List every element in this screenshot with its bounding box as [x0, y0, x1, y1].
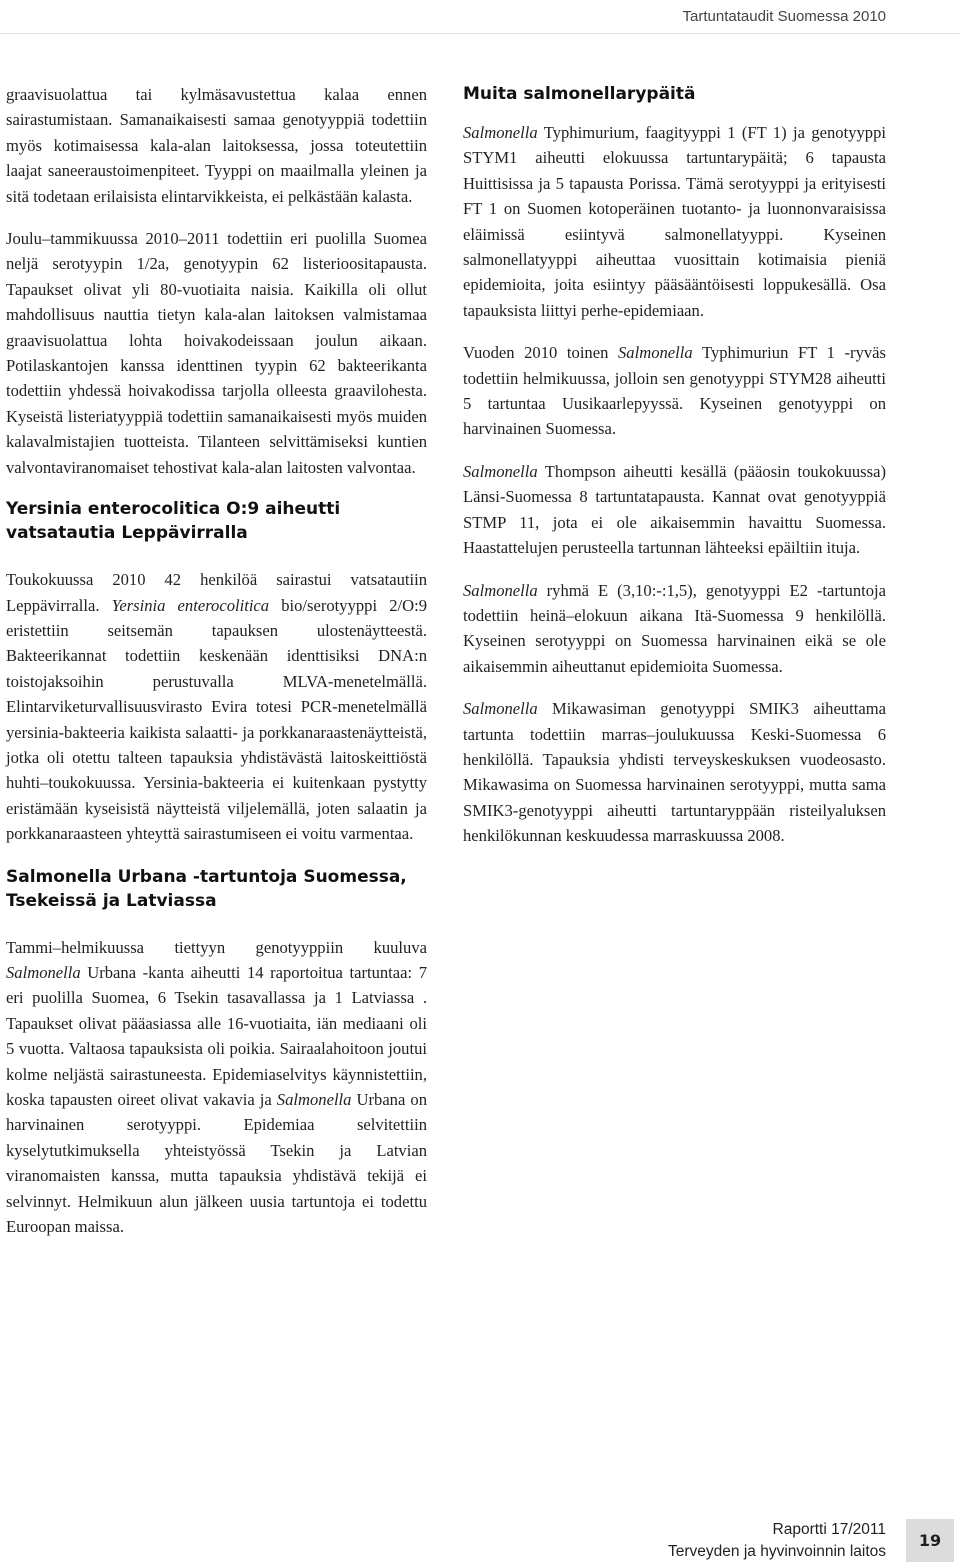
heading-salmonella-urbana [6, 865, 427, 913]
paragraph-typhimurium-ft1 [463, 120, 886, 323]
running-header-title: Tartuntataudit Suomessa 2010 [682, 8, 886, 25]
paragraph-yersinia [6, 567, 427, 846]
text-run: Urbana -kanta aiheutti 14 raportoitua tartuntaa: 7 eri puolilla Suomea, 6 Tsekin tasavallassa ja 1 Latviassa . Tapaukset olivat pääasiassa alle 16-vuotiaita, iän mediaani oli 5 vuotta. Valtaosa tapauksista oli poikia. Sairaalahoitoon joutui kolme neljästä sairastuneesta. Epidemiaselvitys käynnistettiin, koska tapausten oireet olivat vakavia ja [6, 962, 427, 1109]
species-name: Yersinia enterocolitica [111, 595, 270, 615]
heading-other-salmonella-clusters: Muita salmonellarypäitä [463, 84, 696, 104]
left-column [6, 82, 427, 1256]
heading-yersinia-line2: vatsatautia Leppävirralla [6, 523, 248, 544]
species-name: Salmonella [6, 962, 81, 982]
page-header [0, 0, 960, 34]
page-number-badge: 19 [906, 1519, 954, 1562]
species-name: Salmonella [276, 1090, 352, 1109]
heading-urbana-line1: Salmonella Urbana -tartuntoja Suomessa, [6, 866, 407, 887]
paragraph-group-e [463, 578, 886, 680]
text-run: Mikawasiman genotyyppi SMIK3 aiheuttama tartunta todettiin marras–joulukuussa Keski-Suomessa 6 henkilöllä. Tapauksia yhdisti terveyskeskuksen vuodeosasto. Mikawasima on Suomessa harvinainen serotyyppi, mutta sama SMIK3-genotyyppi aiheutti tartuntaryppään risteilyaluksen henkilökunnan keskuudessa marraskuussa 2008. [463, 699, 886, 846]
text-run: Urbana on harvinainen serotyyppi. Epidemiaa selvitettiin kyselytutkimuksella yhteistyössä Tsekin ja Latvian viranomaisten kanssa, mutta tapauksia yhdistävä tekijä ei selvinnyt. Helmikuun alun jälkeen uusia tartuntoja ei todettu Euroopan maissa. [6, 1090, 427, 1237]
page-footer [668, 1519, 886, 1563]
text-run: Vuoden 2010 toinen [463, 343, 618, 363]
right-column [463, 82, 886, 866]
heading-yersinia [6, 497, 427, 545]
text-run: Thompson aiheutti kesällä (pääosin toukokuussa) Länsi-Suomessa 8 tartuntatapausta. Kannat ovat genotyyppiä STMP 11, jota ei ole aikaisemmin havaittu Suomessa. Haastattelujen perusteella tartunnan lähteeksi epäiltiin ituja. [463, 461, 886, 558]
paragraph-mikawasima [463, 696, 886, 848]
text-run: Tammi–helmikuussa tiettyyn genotyyppiin kuuluva [6, 937, 427, 957]
paragraph-typhimurium-stym28 [463, 340, 886, 442]
text-run: Typhimuriun FT 1 -ryväs todettiin helmikuussa, jolloin sen genotyyppi STYM28 aiheutti 5 tartuntaa Uusikaarlepyyssä. Kyseinen genotyyppi on harvinainen Suomessa. [463, 343, 886, 439]
species-name: Salmonella [463, 461, 538, 481]
text-run: Toukokuussa 2010 42 henkilöä sairastui vatsatautiin Leppävirralla. [6, 570, 427, 615]
text-run: Typhimurium, faagityyppi 1 (FT 1) ja genotyyppi STYM1 aiheutti elokuussa tartuntarypäitä; 6 tapausta Huittisissa ja 5 tapausta Porissa. Tämä serotyyppi ja erityisesti FT 1 on Suomen kotoperäinen tuotanto- ja luonnonvaraisissa eläimissä esiintyvä salmonellatyyppi. Kyseinen salmonellatyyppi aiheuttaa vuosittain kotimaisia pieniä epidemioita, joita esiintyy pääsääntöisesti loppukesällä. Osa tapauksista liittyi perhe-epidemiaan. [463, 123, 886, 320]
species-name: Salmonella [463, 123, 538, 142]
heading-urbana-line2: Tsekeissä ja Latviassa [6, 890, 217, 911]
text-run: bio/serotyyppi 2/O:9 eristettiin seitsemän tapauksen ulostenäytteestä. Bakteerikannat todettiin keskenään identtisiksi DNA:n toistojaksoihin perustuvalla MLVA-menetelmällä. Elintarviketurvallisuusvirasto Evira totesi PCR-menetelmällä yersinia-bakteeria kaikista salaatti- ja porkkanaraastenäytteistä, jotka oli otettu talteen tapauksia yhdistävästä laitoskeittiöstä huhti–toukokuussa. Yersinia-bakteeria ei kuitenkaan pystytty eristämään kyseisistä näytteistä viljelemällä, joten salaatin ja porkkanaraasteen yhteyttä sairastumiseen ei voitu varmentaa. [6, 595, 428, 844]
paragraph-thompson [463, 459, 886, 561]
text-run: ryhmä E (3,10:-:1,5), genotyyppi E2 -tartuntoja todettiin heinä–elokuun aikana Itä-Suomessa 9 henkilöllä. Kyseinen serotyyppi on Suomessa harvinainen eikä se ole aikaisemmin aiheuttanut epidemioita Suomessa. [463, 580, 886, 676]
paragraph-listeria-cases: Joulu–tammikuussa 2010–2011 todettiin eri puolilla Suomea neljä serotyypin 1/2a, genotyypin 62 listerioositapausta. Tapaukset olivat yli 80-vuotiaita naisia. Kaikilla oli ollut mahdollisuus nauttia tietyn kala-alan laitoksen valmistamaa graavisuolattua lohta hoivakodeissaan joulun aikaan. Potilaskantojen kanssa identtinen tyypin 62 bakteerikanta todettiin yhdessä hoivakodissa tarjolla olleesta graavilohesta. Kyseistä listeriatyyppiä todettiin samanaikaisesti myös muiden kalavalmistajien tuotteista. Tilanteen selvittämiseksi kuntien valvontaviranomaiset tehostivat kala-alan laitosten valvontaa. [6, 229, 427, 477]
species-name: Salmonella [618, 343, 693, 363]
species-name: Salmonella [463, 699, 538, 719]
footer-organization: Terveyden ja hyvinvoinnin laitos [668, 1543, 886, 1560]
species-name: Salmonella [463, 580, 538, 600]
paragraph-listeria-continued: graavisuolattua tai kylmäsavustettua kalaa ennen sairastumistaan. Samanaikaisesti samaa genotyyppiä todettiin myös kotimaisessa kala-alan laitoksessa, jossa toteutettiin laajat saneeraustoimenpiteet. Tyyppi on maailmalla yleinen ja sitä todetaan erilaisista elintarvikkeista, ei pelkästään kalasta. [6, 85, 427, 206]
paragraph-salmonella-urbana [6, 935, 427, 1240]
heading-yersinia-line1: Yersinia enterocolitica O:9 aiheutti [6, 499, 341, 520]
footer-report-number: Raportti 17/2011 [772, 1521, 886, 1538]
